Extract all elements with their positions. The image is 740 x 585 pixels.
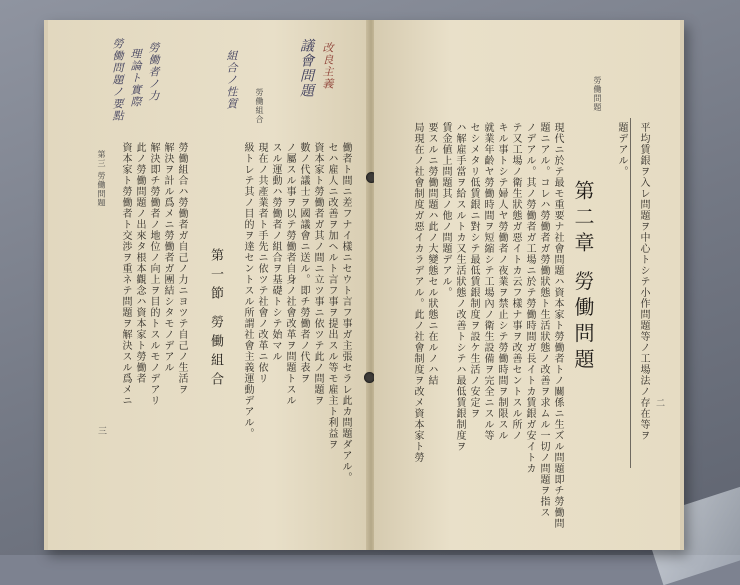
right-body-col: 平均賃銀ヲ入レ問題ヲ中心トシテ小作問題等ノ工場法ノ存在等ヲ (638, 122, 649, 441)
right-page (374, 20, 680, 550)
left-body-col: 働者ト間ニ差フナイ樣ニセウト言フ事ガ主張セラレ此カ問題ダアル。 (340, 142, 351, 483)
left-body-col: 現在ノ共產業者ト手先ニ依ツテ社會ノ改革ニ依リ (256, 142, 267, 384)
right-body-col: ハ解雇手當ヲ給スルトカ又生活狀態ノ改善トシテハ最低賃銀制度ヲ (454, 122, 465, 452)
right-body-col: テ又工場ノ衛生狀態ガ惡イトカ云フ樣ナ事ヲ改善セントスル所ノ (510, 122, 521, 441)
left-body-col: スル運動ハ勞働者ノ組合ヲ基礎トシテ始マル (270, 142, 281, 362)
right-page-number: 二 (656, 399, 666, 409)
left-body-col: 勞働組合ハ勞働者ガ自己ノ力ニヨツテ自己ノ生活ヲ (176, 142, 187, 395)
handwritten-note-5: 改良主義 (321, 42, 334, 90)
handwritten-note-1: 勞働問題ノ要點 (111, 38, 124, 122)
left-body-col: 此ノ勞働問題ノ出來タ根本觀念ハ資本家ト勞働者 (134, 142, 145, 384)
right-body-col: 題ニアル。コレハ勞働者ガ勞働狀態ト生活狀態ノ改善ヲ求ムル一切ノ問題ヲ指ス (538, 122, 549, 518)
left-body-col: 數ノ代議士ヲ國議會ニ送ル。即チ勞働者ノ代表ヲ (298, 142, 309, 384)
right-body-col: 局現在ノ社會制度ガ惡イカラデアル。此ノ社會制度ヲ改メ資本家ト勞 (412, 122, 423, 463)
header-rule (630, 118, 631, 468)
right-body-col: 就業年齡ヤ勞働時間ヲ短縮シテ工場內ノ衛生設備ヲ完全ニスル等 (482, 122, 493, 441)
left-page-number: 三 (98, 427, 108, 437)
right-body-col: 題デアル。 (616, 122, 627, 177)
right-body-col: キル事トシテ婦人ヤ勞働者ノ夜業ヲ禁止シテ勞働時間ヲ制限スル (496, 122, 507, 441)
left-body-col: 資本家ト勞働者ガ其ノ間ニ立ツ事ニ依ツテ此ノ問題ヲ (312, 142, 323, 406)
section-title: 第一節 勞働組合 (208, 248, 223, 392)
right-body-col: 要スルニ勞働問題ハ此ノ大變態セル狀態ニ在ルノハ結 (426, 122, 437, 386)
left-footer-label: 第三 勞働問題 (97, 150, 106, 208)
left-body-col: 解決ヲ計ル爲メニ勞働者ガ團結シタモノデアル (162, 142, 173, 373)
left-body-col: 級トレテ其ノ目的ヲ達セントスル所謂社會主義運動デアル。 (242, 142, 253, 439)
left-body-col: ノ屬スル事ヲ以テ勞働者自身ノ社會改革ヲ問題トスル (284, 142, 295, 406)
right-body-col: セシメタリ低賃銀ニ對シテ最低賃銀制度ヲ設ケ生活ノ安定ヲ (468, 122, 479, 419)
left-page (48, 20, 370, 550)
chapter-title: 第二章 勞働問題 (571, 180, 595, 375)
left-body-col: セハ雇人ニ改善ヲ加ヘルト言フ事ヲ提出スル等モ雇主ト利益ヲ (326, 142, 337, 450)
left-body-col: 資本家ト勞働者ト交渉ヲ重ネテ問題ヲ解決スル爲メニ (120, 142, 131, 406)
right-running-head: 勞働問題 (593, 76, 602, 112)
left-running-head: 勞働組合 (255, 88, 264, 124)
right-body-col: 現代ニ於テ最モ重要ナ社會問題ハ資本家ト勞働者トノ關係ニ生ズル問題即チ勞働問 (552, 122, 563, 529)
stamp-note: 議會問題 (298, 38, 314, 98)
open-book (44, 20, 684, 550)
handwritten-note-2: 理論ト實際 (129, 48, 142, 108)
handwritten-note-4: 組合ノ性質 (225, 50, 238, 110)
right-body-col: 賃金値上問題其ノ他ノ問題デアル。 (440, 122, 451, 298)
handwritten-note-3: 勞働者ノ力 (147, 42, 160, 102)
right-body-col: ノデアル。其ノ勞働者ガ工場ニ於テ勞働時間ガ長イトカ賃銀ガ安イトカ (524, 122, 535, 474)
left-body-col: 解決即チ勞働者ノ地位ノ向上ヲ目的トスルモノデアリ (148, 142, 159, 406)
